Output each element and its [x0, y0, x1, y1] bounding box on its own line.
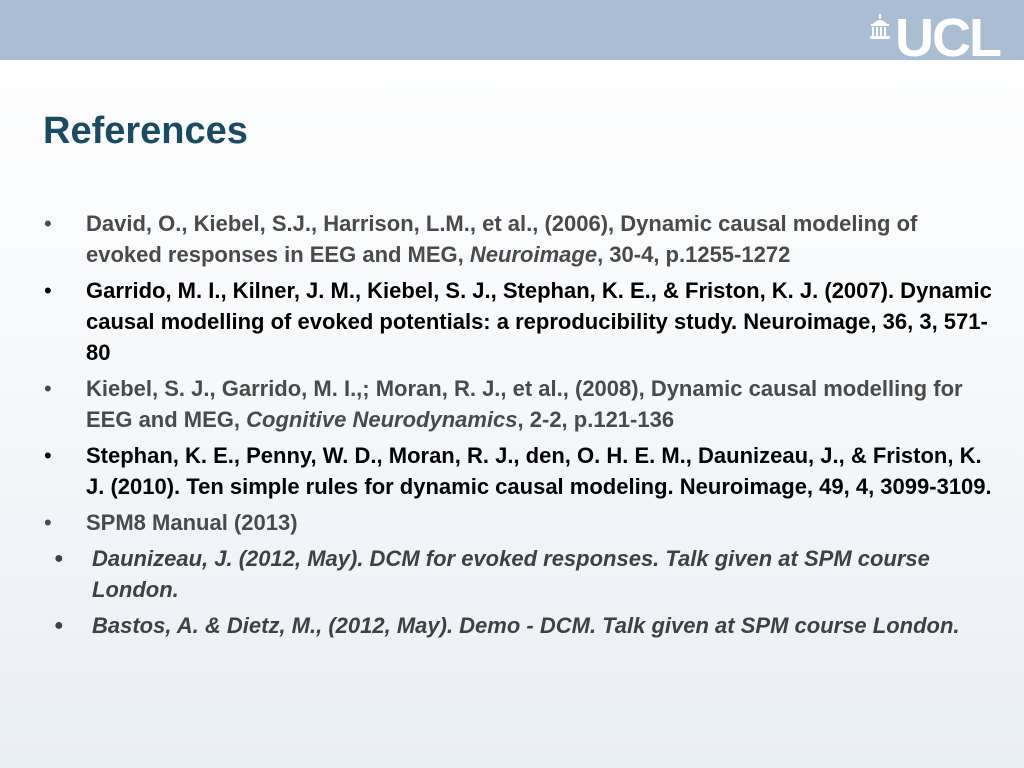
reference-item — [44, 440, 999, 502]
reference-text: Stephan, K. E., Penny, W. D., Moran, R. J., den, O. H. E. M., Daunizeau, J., & Friston, K. J. (2010). Ten simple rules for dynamic causal modeling. Neuroimage, 49, 4, 3099-3109. — [86, 443, 992, 499]
bullet-icon: • — [44, 278, 52, 303]
reference-text: SPM8 Manual (2013) — [86, 510, 298, 535]
header-bar — [0, 0, 1024, 68]
reference-details: , 2-2, p.121-136 — [517, 407, 675, 432]
bullet-icon: ● — [54, 550, 64, 567]
reference-text: Bastos, A. & Dietz, M., (2012, May). Demo - DCM. Talk given at SPM course London. — [92, 613, 960, 638]
bullet-icon: • — [44, 510, 52, 535]
reference-item — [44, 507, 999, 538]
reference-item — [44, 373, 999, 435]
reference-item — [44, 543, 999, 605]
logo-text: UCL — [895, 8, 1000, 68]
reference-text: Daunizeau, J. (2012, May). DCM for evoked responses. Talk given at SPM course London. — [92, 546, 930, 602]
reference-text: Kiebel, S. J., Garrido, M. I.,; Moran, R. J., et al., (2008), Dynamic causal modelling for EEG and MEG, — [86, 376, 963, 432]
bullet-icon: • — [44, 211, 52, 236]
reference-text: David, O., Kiebel, S.J., Harrison, L.M., et al., (2006), Dynamic causal modeling of evoked responses in EEG and MEG, — [86, 211, 918, 267]
bullet-icon: ● — [54, 617, 64, 634]
journal-name: Neuroimage — [469, 242, 598, 267]
reference-item — [44, 208, 999, 270]
reference-item — [44, 610, 999, 641]
bullet-icon: • — [44, 376, 52, 401]
slide-title: References — [43, 110, 248, 152]
reference-list — [44, 208, 999, 646]
portico-icon — [869, 14, 891, 40]
reference-item — [44, 275, 999, 368]
ucl-logo — [869, 8, 1000, 68]
reference-text: Garrido, M. I., Kilner, J. M., Kiebel, S. J., Stephan, K. E., & Friston, K. J. (2007). Dynamic causal modelling of evoked potentials: a reproducibility study. Neuroimage, 36, 3, 571-80 — [86, 278, 992, 365]
reference-details: , 30-4, p.1255-1272 — [597, 242, 791, 267]
bullet-icon: • — [44, 443, 52, 468]
journal-name: Cognitive Neurodynamics — [246, 407, 518, 432]
